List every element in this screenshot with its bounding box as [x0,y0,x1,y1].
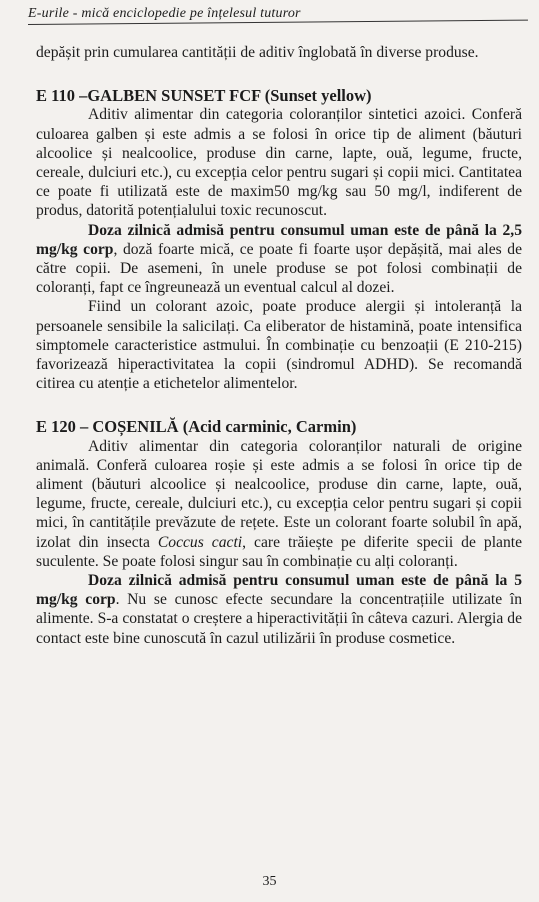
e110-heading: E 110 –GALBEN SUNSET FCF (Sunset yellow) [36,86,372,106]
e120-paragraph-2 [36,571,522,648]
e120-insect-name: Coccus cacti [157,533,243,551]
e120-paragraph-1 [36,437,522,571]
e120-paragraph-1-a: Aditiv alimentar din categoria coloranților naturali de origine animală. Conferă culoarea roșie și este admis a se folosi în orice tip de aliment (băuturi alcoolice și nealcoolice, produse din carne, lapte, ouă, legume, fructe, cereale, dulciuri etc.), cu excepția celor pentru sugari și copii mici, în cantitățile prevăzute de rețete. Este un colorant foarte solubil în apă, izolat din insecta [36,437,522,551]
e120-paragraph-2-rest: . Nu se cunosc efecte secundare la concentrațiile utilizate în alimente. S-a constatat o creștere a hiperactivității în câteva cazuri. Alergia de contact este bine cunoscută în cazul utilizării în produse cosmetice. [36,591,522,647]
intro-paragraph: depășit prin cumularea cantității de aditiv înglobată în diverse produse. [36,44,479,61]
e120-paragraph-1-b: , care trăiește pe diferite specii de plante suculente. Se poate folosi singur sau în combinație cu alți coloranți. [36,533,522,570]
running-header: E-urile - mică enciclopedie pe înțelesul tuturor [28,6,301,21]
e110-paragraph-1: Aditiv alimentar din categoria coloranților sintetici azoici. Conferă culoarea galben și este admis a se folosi în orice tip de aliment (băuturi alcoolice și nealcoolice, produse din carne, lapte, ouă, legume, fructe, cereale, dulciuri etc.), cu excepția celor pentru sugari și copii mici. Cantitatea ce poate fi utilizată este de maxim50 mg/kg sau 50 mg/l, indiferent de produs, datorită potențialului toxic recunoscut. [36,106,522,220]
e110-paragraph-2-rest: , doză foarte mică, ce poate fi foarte ușor depășită, mai ales de către copii. De asemeni, în unele produse se pot folosi combinații de coloranți, fapt ce îngreunează un eventual calcul al dozei. [36,240,522,297]
e110-paragraph-2 [36,221,522,298]
page-body [36,43,522,648]
e120-daily-dose: Doza zilnică admisă pentru consumul uman este de până la 5 mg/kg corp [36,572,522,609]
e120-heading: E 120 – COȘENILĂ (Acid carminic, Carmin) [36,417,357,437]
e110-daily-dose: Doza zilnică admisă pentru consumul uman este de până la 2,5 mg/kg corp [36,221,522,258]
page-number: 35 [262,874,277,889]
e110-paragraph-3: Fiind un colorant azoic, poate produce alergii și intoleranță la persoanele sensibile la salicilați. Ca eliberator de histamină, poate intensifica simptomele caracteristice astmului. În combinație cu benzoații (E 210-215) favorizează hiperactivitatea la copii (sindromul ADHD). Se recomandă citirea cu atenție a etichetelor alimentelor. [36,298,522,393]
